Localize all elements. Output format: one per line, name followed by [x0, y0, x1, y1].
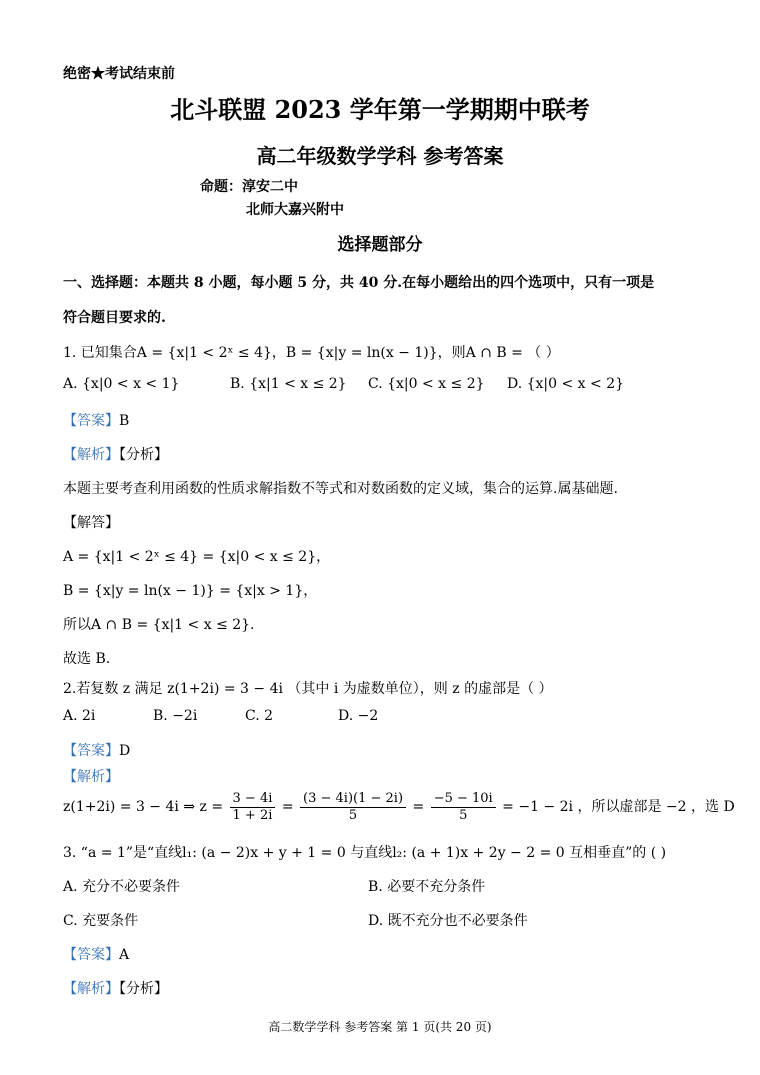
q2-answer: 【答案】D — [63, 743, 131, 759]
q3-stem: 3. “a = 1”是“直线l₁: (a − 2)x + y + 1 = 0 与直线l₂: (a + 1)x + 2y − 2 = 0 互相垂直”的 ( ) — [63, 845, 667, 861]
q1-solution-line-3: 所以A ∩ B = {x|1 < x ≤ 2}. — [63, 617, 255, 633]
q1-solution-line-1: A = {x|1 < 2ˣ ≤ 4} = {x|0 < x ≤ 2}， — [63, 549, 331, 565]
instructions-line-2: 符合题目要求的. — [63, 310, 166, 326]
page-footer: 高二数学学科 参考答案 第 1 页(共 20 页) — [268, 1020, 492, 1034]
exam-title: 北斗联盟 2023 学年第一学期期中联考 — [170, 95, 590, 124]
author-line-1: 命题：淳安二中 — [200, 179, 298, 195]
q2-fraction-1: $\frac{3 - 4i}{1 + 2i}$ — [230, 791, 276, 824]
q2-fraction-3: $\frac{-5 - 10i}{5}$ — [431, 791, 496, 824]
q3-option-d: D. 既不充分也不必要条件 — [368, 913, 528, 929]
q2-fraction-2: $\frac{(3 - 4i)(1 - 2i)}{5}$ — [300, 791, 406, 824]
q1-option-a: A. {x|0 < x < 1} — [63, 376, 180, 392]
q1-option-b: B. {x|1 < x ≤ 2} — [230, 376, 347, 392]
confidential-label: 绝密★考试结束前 — [63, 66, 175, 82]
q3-option-b: B. 必要不充分条件 — [368, 879, 486, 895]
q1-solution-line-2: B = {x|y = ln(x − 1)} = {x|x > 1}， — [63, 583, 318, 599]
q2-option-d: D. −2 — [338, 708, 379, 724]
q3-option-a: A. 充分不必要条件 — [63, 879, 181, 895]
instructions-line-1: 一、选择题：本题共 8 小题，每小题 5 分，共 40 分.在每小题给出的四个选项中，只有一项是 — [63, 275, 655, 291]
q2-solution: z(1+2i) = 3 − 4i ⇒ z = $\frac{3 - 4i}{1 + 2i}$ = $\frac{(3 - 4i)(1 - 2i)}{5}$ = $\frac{-5 - 10i}{5}$ = −1 − 2i ，所以虚部是 −2 ，选 D — [63, 790, 735, 823]
q2-analysis-tag: 【解析】 — [63, 769, 119, 785]
q1-stem: 1. 已知集合A = {x|1 < 2ˣ ≤ 4}，B = {x|y = ln(x − 1)}，则A ∩ B = （ ） — [63, 345, 560, 361]
q1-solve-tag: 【解答】 — [63, 515, 119, 531]
q1-option-d: D. {x|0 < x < 2} — [507, 376, 625, 392]
q1-solution-line-4: 故选 B. — [63, 651, 111, 667]
q3-answer: 【答案】A — [63, 947, 130, 963]
q1-analysis-text: 本题主要考查利用函数的性质求解指数不等式和对数函数的定义域，集合的运算.属基础题. — [63, 481, 618, 497]
section-heading: 选择题部分 — [337, 235, 423, 255]
exam-subtitle: 高二年级数学学科 参考答案 — [256, 144, 504, 168]
q1-analysis-tags: 【解析】【分析】 — [63, 447, 168, 463]
q2-option-c: C. 2 — [245, 708, 274, 724]
q1-answer: 【答案】B — [63, 413, 130, 429]
q2-option-b: B. −2i — [153, 708, 198, 724]
q1-option-c: C. {x|0 < x ≤ 2} — [368, 376, 485, 392]
q3-option-c: C. 充要条件 — [63, 913, 139, 929]
q2-option-a: A. 2i — [63, 708, 96, 724]
author-line-2: 北师大嘉兴附中 — [246, 202, 344, 218]
q2-stem: 2.若复数 z 满足 z(1+2i) = 3 − 4i （其中 i 为虚数单位），则 z 的虚部是（ ） — [63, 681, 553, 697]
q3-analysis-tags: 【解析】【分析】 — [63, 981, 168, 997]
